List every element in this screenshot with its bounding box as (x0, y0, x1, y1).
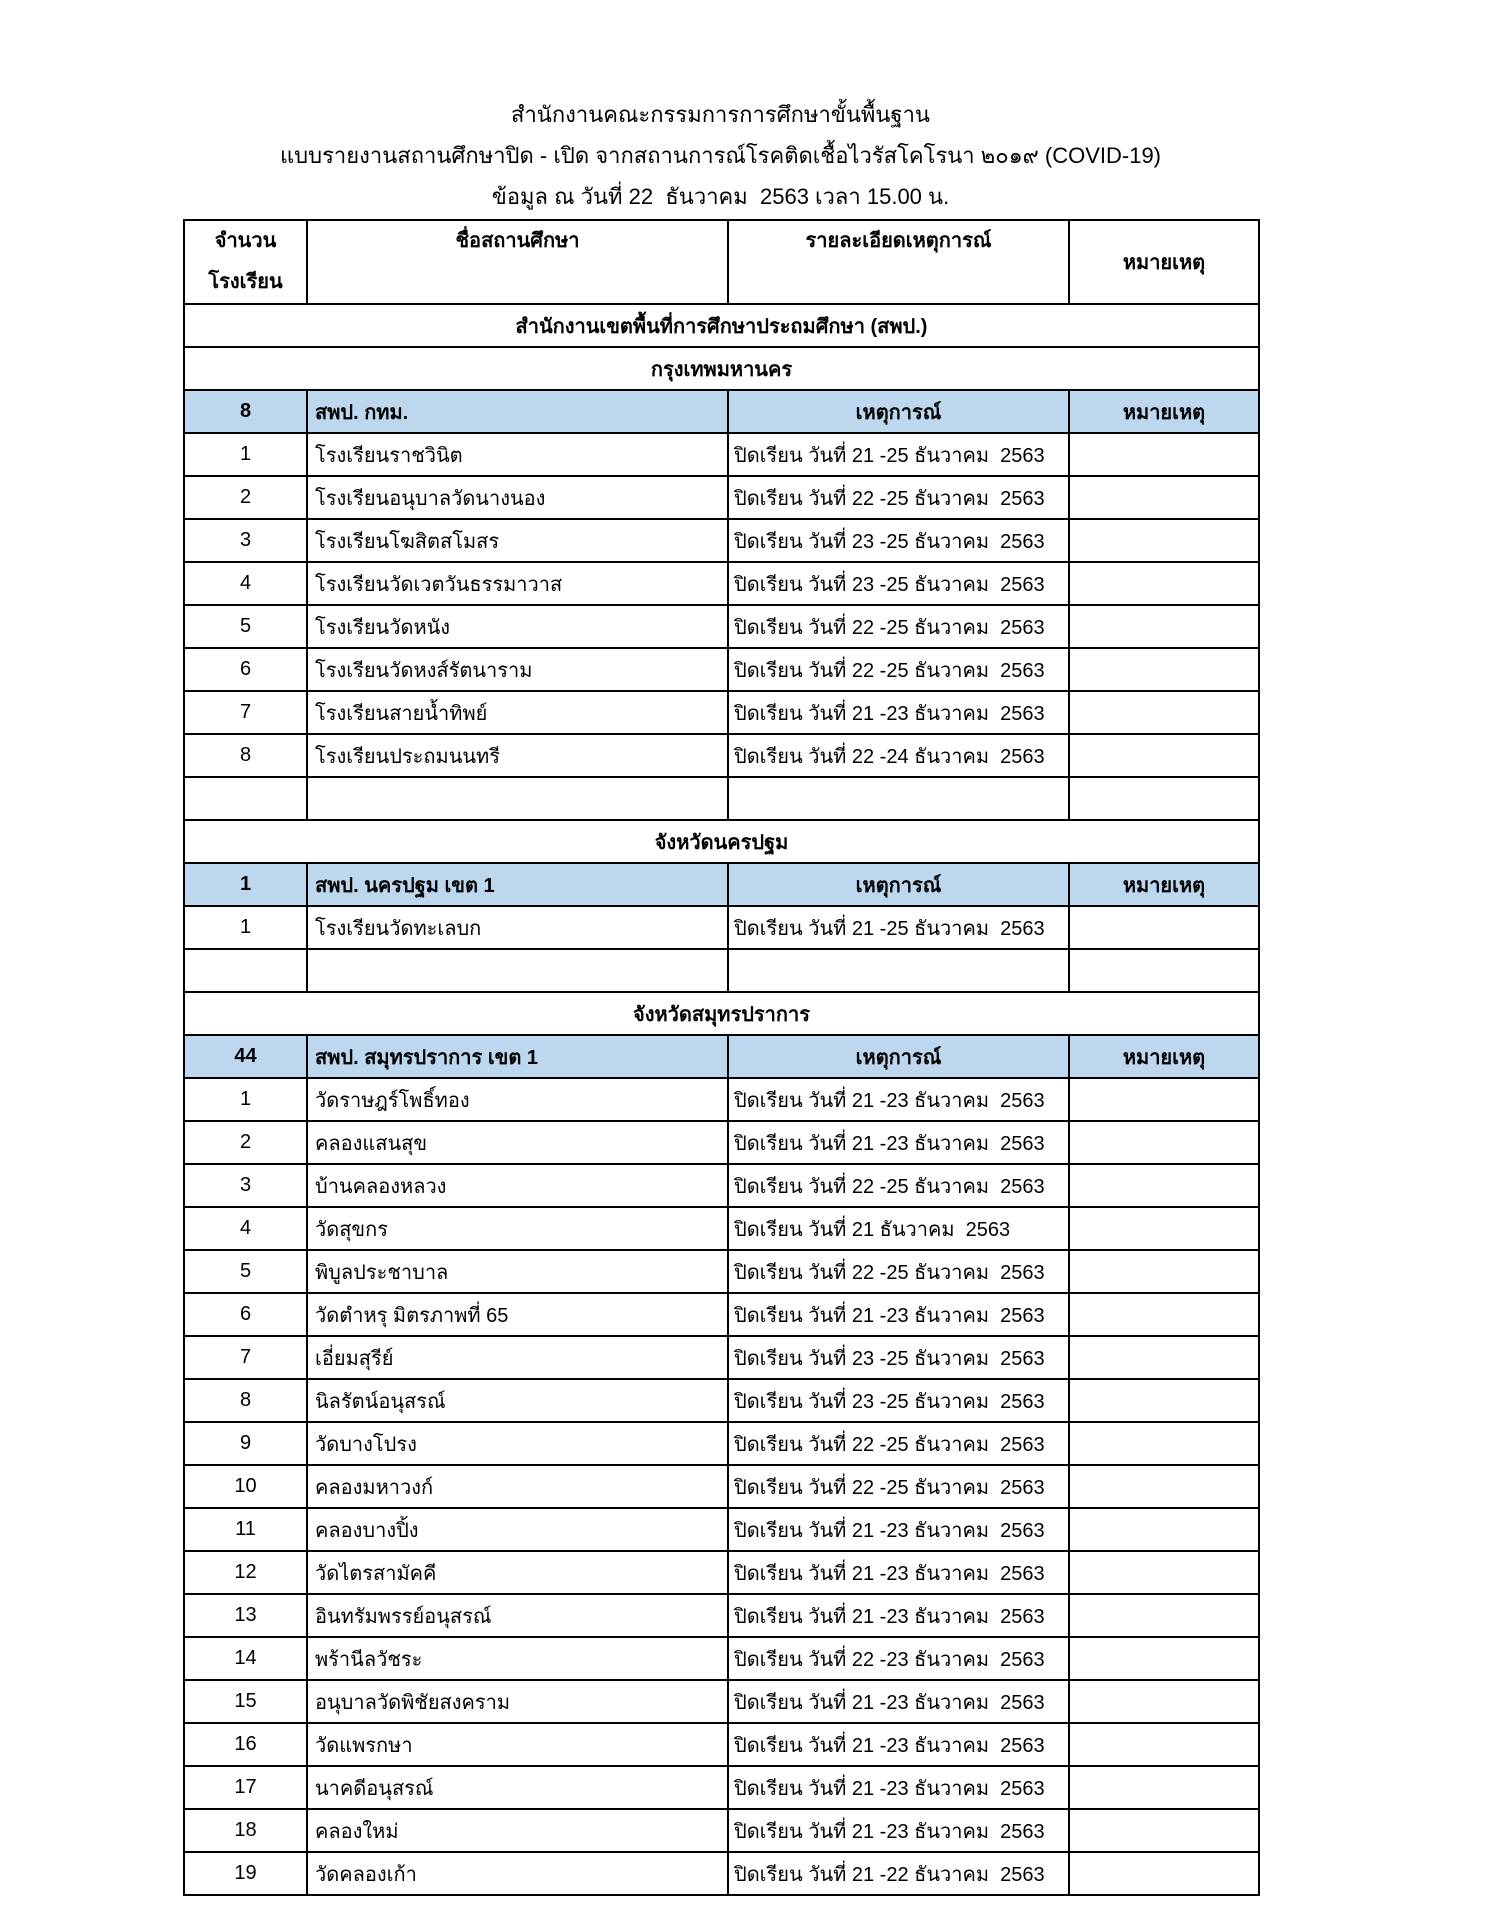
remark-cell (1069, 734, 1259, 777)
school-name-cell: วัดไตรสามัคคี (307, 1551, 728, 1594)
school-name-cell: คลองใหม่ (307, 1809, 728, 1852)
remark-cell (1069, 1508, 1259, 1551)
school-name-cell: วัดราษฎร์โพธิ์ทอง (307, 1078, 728, 1121)
row-number-cell: 9 (184, 1422, 307, 1465)
section-label-cell: สำนักงานเขตพื้นที่การศึกษาประถมศึกษา (สพป.) (184, 304, 1259, 347)
remark-cell (1069, 906, 1259, 949)
school-data-row (184, 1207, 1259, 1250)
remark-cell (1069, 1465, 1259, 1508)
school-data-row (184, 1723, 1259, 1766)
school-data-row (184, 1680, 1259, 1723)
row-number-cell: 3 (184, 519, 307, 562)
row-number-cell: 16 (184, 1723, 307, 1766)
row-number-cell: 1 (184, 433, 307, 476)
event-detail-cell: ปิดเรียน วันที่ 21 -23 ธันวาคม 2563 (728, 691, 1069, 734)
school-data-row (184, 1422, 1259, 1465)
school-data-row (184, 1164, 1259, 1207)
remark-cell (1069, 691, 1259, 734)
school-name-cell: โรงเรียนสายน้ำทิพย์ (307, 691, 728, 734)
group-count-cell: 1 (184, 863, 307, 906)
header-event-detail-column (728, 220, 1069, 304)
title-line-2: แบบรายงานสถานศึกษาปิด - เปิด จากสถานการณ์โรคติดเชื้อไวรัสโคโรนา ๒๐๑๙ (COVID-19) (279, 143, 1162, 168)
event-detail-cell: ปิดเรียน วันที่ 23 -25 ธันวาคม 2563 (728, 519, 1069, 562)
remark-cell (1069, 1121, 1259, 1164)
group-event-label-cell: เหตุการณ์ (728, 1035, 1069, 1078)
school-name-cell: นาคดีอนุสรณ์ (307, 1766, 728, 1809)
event-detail-cell: ปิดเรียน วันที่ 22 -23 ธันวาคม 2563 (728, 1637, 1069, 1680)
remark-cell (1069, 476, 1259, 519)
event-detail-cell: ปิดเรียน วันที่ 22 -25 ธันวาคม 2563 (728, 1250, 1069, 1293)
group-count-cell: 44 (184, 1035, 307, 1078)
report-document (183, 0, 1258, 1896)
school-name-cell: โรงเรียนวัดทะเลบก (307, 906, 728, 949)
section-row (184, 347, 1259, 390)
group-name-cell: สพป. สมุทรปราการ เขต 1 (307, 1035, 728, 1078)
row-number-cell: 15 (184, 1680, 307, 1723)
row-number-cell: 12 (184, 1551, 307, 1594)
row-number-cell: 2 (184, 476, 307, 519)
row-number-cell: 5 (184, 1250, 307, 1293)
event-detail-cell: ปิดเรียน วันที่ 23 -25 ธันวาคม 2563 (728, 1379, 1069, 1422)
row-number-cell: 7 (184, 1336, 307, 1379)
row-number-cell: 1 (184, 906, 307, 949)
row-number-cell: 1 (184, 1078, 307, 1121)
school-data-row (184, 1293, 1259, 1336)
section-row (184, 992, 1259, 1035)
event-detail-cell: ปิดเรียน วันที่ 21 -23 ธันวาคม 2563 (728, 1594, 1069, 1637)
row-number-cell: 3 (184, 1164, 307, 1207)
school-name-cell: คลองแสนสุข (307, 1121, 728, 1164)
event-detail-cell: ปิดเรียน วันที่ 23 -25 ธันวาคม 2563 (728, 1336, 1069, 1379)
event-detail-cell: ปิดเรียน วันที่ 21 -25 ธันวาคม 2563 (728, 433, 1069, 476)
event-detail-cell: ปิดเรียน วันที่ 21 -23 ธันวาคม 2563 (728, 1508, 1069, 1551)
report-table (183, 219, 1260, 1896)
school-name-cell: โรงเรียนวัดหนัง (307, 605, 728, 648)
school-name-cell: คลองบางปิ้ง (307, 1508, 728, 1551)
section-row (184, 304, 1259, 347)
empty-detail-cell (728, 777, 1069, 820)
school-data-row (184, 476, 1259, 519)
remark-cell (1069, 562, 1259, 605)
remark-cell (1069, 1164, 1259, 1207)
school-data-row (184, 906, 1259, 949)
group-event-label-cell: เหตุการณ์ (728, 863, 1069, 906)
school-data-row (184, 605, 1259, 648)
document-title-block (183, 0, 1258, 217)
event-detail-cell: ปิดเรียน วันที่ 23 -25 ธันวาคม 2563 (728, 562, 1069, 605)
school-name-cell: วัดคลองเก้า (307, 1852, 728, 1895)
row-number-cell: 8 (184, 1379, 307, 1422)
remark-cell (1069, 1551, 1259, 1594)
school-name-cell: อนุบาลวัดพิชัยสงคราม (307, 1680, 728, 1723)
event-detail-cell: ปิดเรียน วันที่ 22 -25 ธันวาคม 2563 (728, 476, 1069, 519)
group-event-label-cell: เหตุการณ์ (728, 390, 1069, 433)
header-remark-column: หมายเหตุ (1069, 220, 1259, 304)
remark-cell (1069, 648, 1259, 691)
section-label-cell: จังหวัดสมุทรปราการ (184, 992, 1259, 1035)
group-header-row (184, 1035, 1259, 1078)
school-name-cell: วัดตำหรุ มิตรภาพที่ 65 (307, 1293, 728, 1336)
row-number-cell: 13 (184, 1594, 307, 1637)
event-detail-cell: ปิดเรียน วันที่ 22 -25 ธันวาคม 2563 (728, 605, 1069, 648)
school-name-cell: วัดสุขกร (307, 1207, 728, 1250)
school-data-row (184, 1594, 1259, 1637)
event-detail-cell: ปิดเรียน วันที่ 21 -23 ธันวาคม 2563 (728, 1723, 1069, 1766)
school-data-row (184, 1852, 1259, 1895)
remark-cell (1069, 1809, 1259, 1852)
school-name-cell: นิลรัตน์อนุสรณ์ (307, 1379, 728, 1422)
row-number-cell: 8 (184, 734, 307, 777)
school-data-row (184, 1250, 1259, 1293)
school-name-cell: โรงเรียนโฆสิตสโมสร (307, 519, 728, 562)
school-data-row (184, 734, 1259, 777)
group-remark-label-cell: หมายเหตุ (1069, 390, 1259, 433)
event-detail-cell: ปิดเรียน วันที่ 21 -25 ธันวาคม 2563 (728, 906, 1069, 949)
school-data-row (184, 1551, 1259, 1594)
header-school-name-column (307, 220, 728, 304)
section-row (184, 820, 1259, 863)
row-number-cell: 17 (184, 1766, 307, 1809)
empty-remark-cell (1069, 949, 1259, 992)
group-count-cell: 8 (184, 390, 307, 433)
title-line-3: ข้อมูล ณ วันที่ 22 ธันวาคม 2563 เวลา 15.00 น. (491, 184, 950, 209)
school-name-cell: โรงเรียนอนุบาลวัดนางนอง (307, 476, 728, 519)
row-number-cell: 10 (184, 1465, 307, 1508)
row-number-cell: 4 (184, 562, 307, 605)
school-data-row (184, 1637, 1259, 1680)
event-detail-cell: ปิดเรียน วันที่ 22 -24 ธันวาคม 2563 (728, 734, 1069, 777)
school-data-row (184, 1809, 1259, 1852)
header-school-name-label: ชื่อสถานศึกษา (455, 230, 580, 252)
group-remark-label-cell: หมายเหตุ (1069, 1035, 1259, 1078)
header-count-line1: จำนวน (214, 230, 277, 252)
group-name-cell: สพป. นครปฐม เขต 1 (307, 863, 728, 906)
remark-cell (1069, 1723, 1259, 1766)
row-number-cell: 11 (184, 1508, 307, 1551)
school-name-cell: พิบูลประชาบาล (307, 1250, 728, 1293)
school-data-row (184, 1336, 1259, 1379)
event-detail-cell: ปิดเรียน วันที่ 21 -23 ธันวาคม 2563 (728, 1551, 1069, 1594)
header-count-column (184, 220, 307, 304)
school-name-cell: คลองมหาวงก์ (307, 1465, 728, 1508)
remark-cell (1069, 519, 1259, 562)
header-count-line2: โรงเรียน (208, 271, 283, 293)
remark-cell (1069, 1766, 1259, 1809)
event-detail-cell: ปิดเรียน วันที่ 22 -25 ธันวาคม 2563 (728, 1164, 1069, 1207)
school-data-row (184, 1465, 1259, 1508)
school-name-cell: วัดบางโปรง (307, 1422, 728, 1465)
row-number-cell: 5 (184, 605, 307, 648)
event-detail-cell: ปิดเรียน วันที่ 22 -25 ธันวาคม 2563 (728, 1422, 1069, 1465)
row-number-cell: 2 (184, 1121, 307, 1164)
school-data-row (184, 691, 1259, 734)
empty-detail-cell (728, 949, 1069, 992)
row-number-cell: 6 (184, 1293, 307, 1336)
row-number-cell: 14 (184, 1637, 307, 1680)
school-name-cell: วัดแพรกษา (307, 1723, 728, 1766)
school-name-cell: โรงเรียนประถมนนทรี (307, 734, 728, 777)
school-name-cell: พร้านีลวัชระ (307, 1637, 728, 1680)
event-detail-cell: ปิดเรียน วันที่ 21 -22 ธันวาคม 2563 (728, 1852, 1069, 1895)
school-name-cell: โรงเรียนวัดเวตวันธรรมาวาส (307, 562, 728, 605)
event-detail-cell: ปิดเรียน วันที่ 21 -23 ธันวาคม 2563 (728, 1809, 1069, 1852)
title-line-1: สำนักงานคณะกรรมการการศึกษาขั้นพื้นฐาน (511, 102, 930, 127)
remark-cell (1069, 605, 1259, 648)
empty-remark-cell (1069, 777, 1259, 820)
school-data-row (184, 562, 1259, 605)
empty-number-cell (184, 777, 307, 820)
school-data-row (184, 433, 1259, 476)
remark-cell (1069, 1336, 1259, 1379)
event-detail-cell: ปิดเรียน วันที่ 21 -23 ธันวาคม 2563 (728, 1078, 1069, 1121)
school-name-cell: อินทรัมพรรย์อนุสรณ์ (307, 1594, 728, 1637)
school-name-cell: เอี่ยมสุรีย์ (307, 1336, 728, 1379)
remark-cell (1069, 1637, 1259, 1680)
remark-cell (1069, 1207, 1259, 1250)
row-number-cell: 7 (184, 691, 307, 734)
report-table-body (184, 304, 1259, 1895)
header-event-detail-label: รายละเอียดเหตุการณ์ (805, 230, 992, 252)
school-name-cell: บ้านคลองหลวง (307, 1164, 728, 1207)
school-data-row (184, 1766, 1259, 1809)
event-detail-cell: ปิดเรียน วันที่ 21 -23 ธันวาคม 2563 (728, 1766, 1069, 1809)
event-detail-cell: ปิดเรียน วันที่ 21 -23 ธันวาคม 2563 (728, 1121, 1069, 1164)
event-detail-cell: ปิดเรียน วันที่ 22 -25 ธันวาคม 2563 (728, 1465, 1069, 1508)
empty-number-cell (184, 949, 307, 992)
school-data-row (184, 1379, 1259, 1422)
remark-cell (1069, 1594, 1259, 1637)
school-name-cell: โรงเรียนราชวินิต (307, 433, 728, 476)
empty-row (184, 777, 1259, 820)
school-data-row (184, 1121, 1259, 1164)
school-data-row (184, 519, 1259, 562)
group-name-cell: สพป. กทม. (307, 390, 728, 433)
section-label-cell: จังหวัดนครปฐม (184, 820, 1259, 863)
group-remark-label-cell: หมายเหตุ (1069, 863, 1259, 906)
remark-cell (1069, 1250, 1259, 1293)
event-detail-cell: ปิดเรียน วันที่ 21 ธันวาคม 2563 (728, 1207, 1069, 1250)
remark-cell (1069, 1078, 1259, 1121)
school-name-cell: โรงเรียนวัดหงส์รัตนาราม (307, 648, 728, 691)
empty-name-cell (307, 777, 728, 820)
group-header-row (184, 863, 1259, 906)
row-number-cell: 4 (184, 1207, 307, 1250)
remark-cell (1069, 433, 1259, 476)
table-header-row (184, 220, 1259, 304)
school-data-row (184, 648, 1259, 691)
remark-cell (1069, 1422, 1259, 1465)
group-header-row (184, 390, 1259, 433)
remark-cell (1069, 1379, 1259, 1422)
event-detail-cell: ปิดเรียน วันที่ 21 -23 ธันวาคม 2563 (728, 1293, 1069, 1336)
row-number-cell: 18 (184, 1809, 307, 1852)
remark-cell (1069, 1680, 1259, 1723)
empty-name-cell (307, 949, 728, 992)
row-number-cell: 19 (184, 1852, 307, 1895)
remark-cell (1069, 1293, 1259, 1336)
school-data-row (184, 1508, 1259, 1551)
event-detail-cell: ปิดเรียน วันที่ 22 -25 ธันวาคม 2563 (728, 648, 1069, 691)
event-detail-cell: ปิดเรียน วันที่ 21 -23 ธันวาคม 2563 (728, 1680, 1069, 1723)
empty-row (184, 949, 1259, 992)
section-label-cell: กรุงเทพมหานคร (184, 347, 1259, 390)
row-number-cell: 6 (184, 648, 307, 691)
remark-cell (1069, 1852, 1259, 1895)
school-data-row (184, 1078, 1259, 1121)
